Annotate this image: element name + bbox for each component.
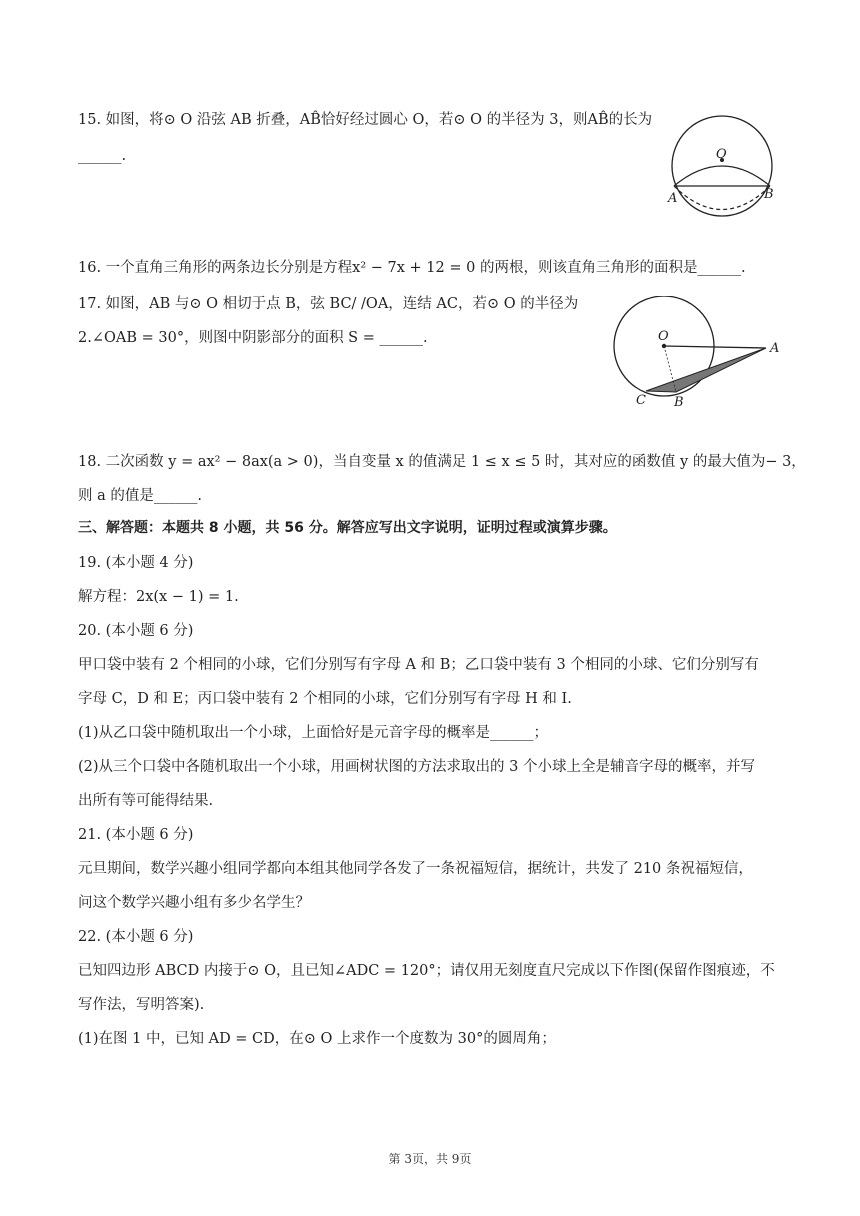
q17-segment-oa bbox=[664, 346, 766, 348]
q20-line5: 出所有等可能得结果. bbox=[78, 793, 214, 809]
q17-line1: 17. 如图，AB 与⊙ O 相切于点 B，弦 BC/ /OA，连结 AC，若⊙ O 的半径为 bbox=[78, 296, 579, 312]
q15-folded-arc bbox=[674, 166, 770, 186]
q15-line1: 15. 如图，将⊙ O 沿弦 AB 折叠，AB̂恰好经过圆心 O，若⊙ O 的半径为 3，则AB̂的长为 bbox=[78, 112, 653, 128]
q17-label-c: C bbox=[636, 393, 646, 408]
q21-line1: 元旦期间，数学兴趣小组同学都向本组其他同学各发了一条祝福短信，据统计，共发了 210 条祝福短信， bbox=[78, 861, 753, 877]
q20-line3: (1)从乙口袋中随机取出一个小球，上面恰好是元音字母的概率是______； bbox=[78, 725, 549, 741]
q22-line2: 写作法，写明答案). bbox=[78, 997, 205, 1013]
q22-line3: (1)在图 1 中，已知 AD = CD，在⊙ O 上求作一个度数为 30°的圆周角； bbox=[78, 1031, 556, 1047]
q17-figure bbox=[606, 296, 786, 416]
section3-heading: 三、解答题：本题共 8 小题，共 56 分。解答应写出文字说明，证明过程或演算步骤。 bbox=[78, 520, 617, 536]
q15-dashed-arc bbox=[674, 186, 770, 210]
q17-label-b: B bbox=[674, 395, 684, 410]
q17-center-dot bbox=[662, 344, 666, 348]
q18-line2: 则 a 的值是______. bbox=[78, 488, 202, 504]
q15-label-b: B bbox=[764, 187, 774, 202]
q19-header: 19. (本小题 4 分) bbox=[78, 555, 194, 571]
q15-label-a: A bbox=[668, 191, 678, 206]
q15-line2: ______. bbox=[78, 148, 127, 164]
q20-line2: 字母 C，D 和 E；丙口袋中装有 2 个相同的小球，它们分别写有字母 H 和 I. bbox=[78, 691, 572, 707]
q21-header: 21. (本小题 6 分) bbox=[78, 827, 194, 843]
q18-line1: 18. 二次函数 y = ax² − 8ax(a > 0)，当自变量 x 的值满足 1 ≤ x ≤ 5 时，其对应的函数值 y 的最大值为− 3， bbox=[78, 454, 806, 470]
page-footer: 第 3页，共 9页 bbox=[388, 1152, 472, 1166]
q22-header: 22. (本小题 6 分) bbox=[78, 929, 194, 945]
q17-shaded-region bbox=[646, 348, 766, 392]
q16-line1: 16. 一个直角三角形的两条边长分别是方程x² − 7x + 12 = 0 的两根，则该直角三角形的面积是______. bbox=[78, 260, 746, 276]
q20-line4: (2)从三个口袋中各随机取出一个小球，用画树状图的方法求取出的 3 个小球上全是辅音字母的概率，并写 bbox=[78, 759, 755, 775]
q15-label-o: O bbox=[716, 147, 727, 162]
q19-line1: 解方程：2x(x − 1) = 1. bbox=[78, 589, 239, 605]
q20-line1: 甲口袋中装有 2 个相同的小球，它们分别写有字母 A 和 B；乙口袋中装有 3 个相同的小球、它们分别写有 bbox=[78, 657, 759, 673]
q21-line2: 问这个数学兴趣小组有多少名学生？ bbox=[78, 895, 310, 911]
q20-header: 20. (本小题 6 分) bbox=[78, 623, 194, 639]
q22-line1: 已知四边形 ABCD 内接于⊙ O，且已知∠ADC = 120°；请仅用无刻度直尺完成以下作图(保留作图痕迹，不 bbox=[78, 963, 775, 979]
q15-figure bbox=[664, 108, 784, 218]
q17-label-a: A bbox=[770, 341, 780, 356]
q17-line2: 2.∠OAB = 30°，则图中阴影部分的面积 S = ______. bbox=[78, 330, 428, 346]
q17-label-o: O bbox=[658, 329, 669, 344]
